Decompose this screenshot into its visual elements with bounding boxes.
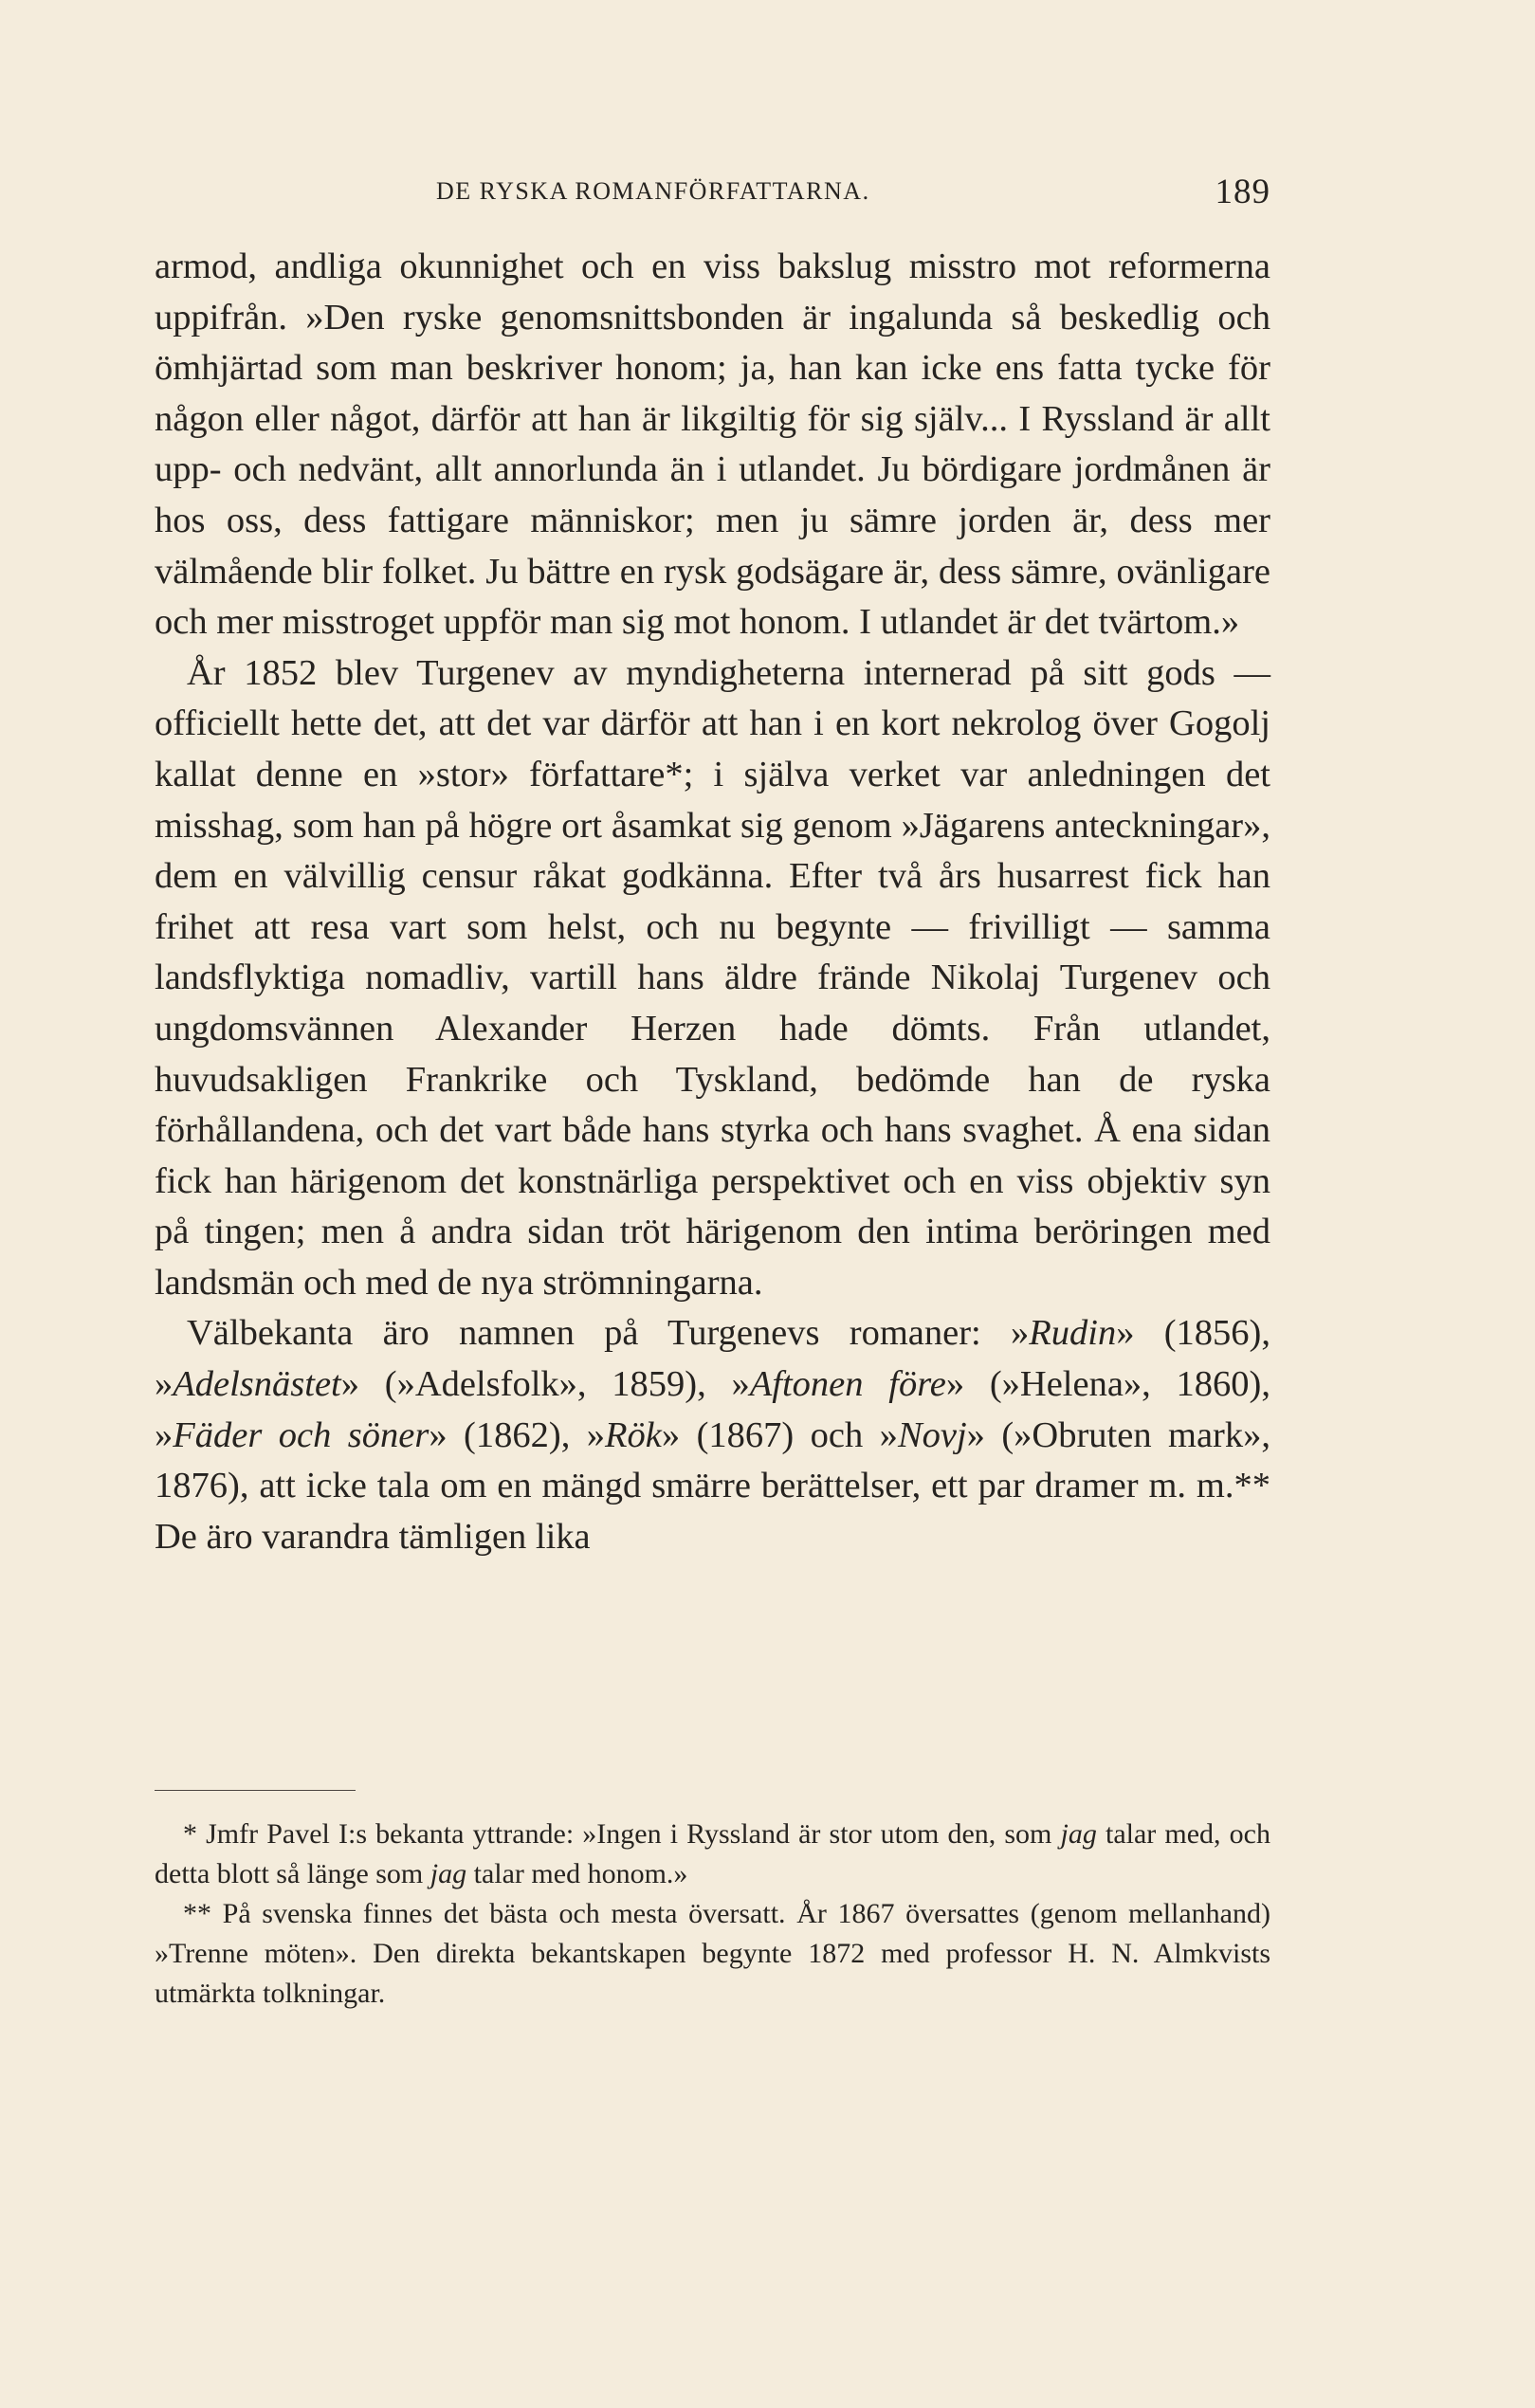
paragraph-3 [155, 1308, 1270, 1562]
paragraph-3-text: » (»Obruten mark», 1876), att icke tala om en mängd smärre berättelser, ett par dramer m. m.** De äro varandra tämligen lika [155, 1414, 1270, 1557]
footnote-2: ** På svenska finnes det bästa och mesta översatt. År 1867 översattes (genom mellanhand) »Trenne möten». Den direkta bekantskapen begynte 1872 med professor H. N. Almkvists utmärkta tolkningar. [155, 1898, 1270, 2009]
running-head: DE RYSKA ROMANFÖRFATTARNA. [436, 177, 870, 205]
paragraph-1: armod, andliga okunnighet och en viss bakslug misstro mot reformerna uppifrån. »Den ryske genomsnittsbonden är ingalunda så beskedlig och ömhjärtad som man beskriver honom; ja, han kan icke ens fatta tycke för någon eller något, därför att han är likgiltig för sig själv... I Ryssland är allt upp- och nedvänt, allt annorlunda än i utlandet. Ju bördigare jordmånen är hos oss, dess fattigare människor; men ju sämre jorden är, dess mer välmående blir folket. Ju bättre en rysk godsägare är, dess sämre, ovänligare och mer misstroget uppför man sig mot honom. I utlandet är det tvärtom.» [155, 246, 1270, 643]
footnote-1-text: talar med honom.» [466, 1858, 688, 1889]
title-adelsnastet: Adelsnästet [173, 1364, 341, 1405]
title-novj: Novj [897, 1414, 967, 1455]
footnotes [155, 1815, 1270, 2014]
body-text [155, 242, 1270, 1562]
title-aftonen-fore: Aftonen före [749, 1364, 946, 1405]
title-fader-och-soner: Fäder och söner [173, 1414, 429, 1455]
footnote-1-emphasis: jag [429, 1858, 467, 1889]
page-header [155, 173, 1270, 215]
footnote-1-emphasis: jag [1060, 1818, 1097, 1850]
footnote-divider [155, 1790, 356, 1791]
title-rudin: Rudin [1029, 1313, 1117, 1354]
footnote-1-text: talar med, och detta blott så länge som [155, 1818, 1270, 1889]
page-number: 189 [1215, 173, 1270, 211]
paragraph-3-text: » (1867) och » [661, 1414, 898, 1455]
paragraph-2: År 1852 blev Turgenev av myndigheterna internerad på sitt gods — officiellt hette det, att det var därför att han i en kort nekrolog över Gogolj kallat denne en »stor» författare*; i själva verket var anledningen det misshag, som han på högre ort åsamkat sig genom »Jägarens anteckningar», dem en välvillig censur råkat godkänna. Efter två års husarrest fick han frihet att resa vart som helst, och nu begynte — frivilligt — samma landsflyktiga nomadliv, vartill hans äldre frände Nikolaj Turgenev och ungdomsvännen Alexander Herzen hade dömts. Från utlandet, huvudsakligen Frankrike och Tyskland, bedömde han de ryska förhållandena, och det vart både hans styrka och hans svaghet. Å ena sidan fick han härigenom det konstnärliga perspektivet och en viss objektiv syn på tingen; men å andra sidan tröt härigenom den intima beröringen med landsmän och med de nya strömningarna. [155, 652, 1270, 1303]
paragraph-3-text: » (»Helena», 1860), » [155, 1364, 1271, 1455]
paragraph-3-text: » (»Adelsfolk», 1859), » [340, 1364, 750, 1405]
paragraph-3-text: » (1862), » [429, 1414, 606, 1455]
footnote-1 [155, 1815, 1270, 1894]
footnote-1-text: * Jmfr Pavel I:s bekanta yttrande: »Ingen i Ryssland är stor utom den, som [183, 1818, 1061, 1850]
paragraph-3-text: » (1856), » [155, 1313, 1270, 1405]
title-rok: Rök [605, 1414, 662, 1455]
paragraph-3-text: Välbekanta äro namnen på Turgenevs romaner: » [187, 1313, 1030, 1354]
